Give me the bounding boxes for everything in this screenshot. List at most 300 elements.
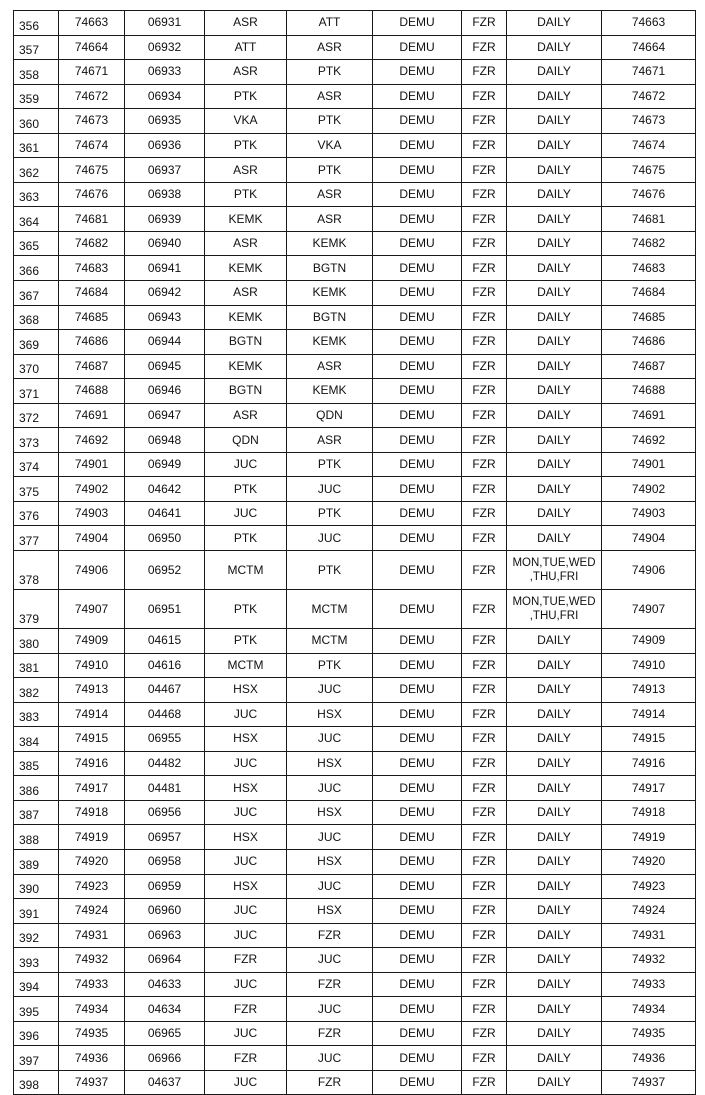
from-station-cell: JUC <box>205 1070 287 1095</box>
serial-number-cell: 364 <box>14 207 59 232</box>
new-train-number-cell: 06935 <box>125 109 205 134</box>
division-cell: FZR <box>462 526 507 551</box>
new-train-number-cell: 06938 <box>125 182 205 207</box>
from-station-cell: KEMK <box>205 256 287 281</box>
serial-number-cell: 372 <box>14 403 59 428</box>
from-station-cell: MCTM <box>205 551 287 590</box>
to-station-cell: ASR <box>287 207 373 232</box>
days-of-run-cell: DAILY <box>507 133 602 158</box>
new-train-number-cell: 06955 <box>125 727 205 752</box>
division-cell: FZR <box>462 972 507 997</box>
days-of-run-cell: DAILY <box>507 403 602 428</box>
days-of-run-cell: DAILY <box>507 231 602 256</box>
division-cell: FZR <box>462 231 507 256</box>
from-station-cell: PTK <box>205 133 287 158</box>
new-train-number-cell: 04615 <box>125 629 205 654</box>
serial-number-cell: 395 <box>14 997 59 1022</box>
new-train-number-cell: 04641 <box>125 501 205 526</box>
train-type-cell: DEMU <box>373 1021 462 1046</box>
new-train-number-cell: 04634 <box>125 997 205 1022</box>
serial-number-cell: 396 <box>14 1021 59 1046</box>
table-row <box>14 354 696 379</box>
new-train-number-cell: 06960 <box>125 899 205 924</box>
reference-number-cell: 74935 <box>602 1021 696 1046</box>
reference-number-cell: 74692 <box>602 428 696 453</box>
serial-number-cell: 384 <box>14 727 59 752</box>
train-type-cell: DEMU <box>373 629 462 654</box>
new-train-number-cell: 06952 <box>125 551 205 590</box>
train-type-cell: DEMU <box>373 874 462 899</box>
days-of-run-cell: DAILY <box>507 948 602 973</box>
new-train-number-cell: 06940 <box>125 231 205 256</box>
to-station-cell: ASR <box>287 428 373 453</box>
to-station-cell: FZR <box>287 923 373 948</box>
train-type-cell: DEMU <box>373 452 462 477</box>
to-station-cell: FZR <box>287 1021 373 1046</box>
train-number-cell: 74663 <box>59 11 125 36</box>
serial-number-cell: 387 <box>14 800 59 825</box>
to-station-cell: QDN <box>287 403 373 428</box>
train-number-cell: 74923 <box>59 874 125 899</box>
from-station-cell: PTK <box>205 629 287 654</box>
table-row <box>14 84 696 109</box>
table-row <box>14 281 696 306</box>
division-cell: FZR <box>462 653 507 678</box>
new-train-number-cell: 06966 <box>125 1046 205 1071</box>
reference-number-cell: 74915 <box>602 727 696 752</box>
table-row <box>14 109 696 134</box>
days-of-run-cell: DAILY <box>507 1046 602 1071</box>
table-row <box>14 997 696 1022</box>
reference-number-cell: 74903 <box>602 501 696 526</box>
new-train-number-cell: 06964 <box>125 948 205 973</box>
from-station-cell: BGTN <box>205 379 287 404</box>
to-station-cell: ASR <box>287 182 373 207</box>
table-row <box>14 702 696 727</box>
train-type-cell: DEMU <box>373 800 462 825</box>
train-type-cell: DEMU <box>373 158 462 183</box>
from-station-cell: FZR <box>205 1046 287 1071</box>
train-type-cell: DEMU <box>373 1070 462 1095</box>
train-number-cell: 74686 <box>59 330 125 355</box>
new-train-number-cell: 04467 <box>125 678 205 703</box>
reference-number-cell: 74683 <box>602 256 696 281</box>
division-cell: FZR <box>462 330 507 355</box>
reference-number-cell: 74904 <box>602 526 696 551</box>
new-train-number-cell: 06951 <box>125 590 205 629</box>
train-type-cell: DEMU <box>373 849 462 874</box>
division-cell: FZR <box>462 379 507 404</box>
days-of-run-cell: DAILY <box>507 526 602 551</box>
from-station-cell: HSX <box>205 776 287 801</box>
division-cell: FZR <box>462 281 507 306</box>
division-cell: FZR <box>462 1046 507 1071</box>
days-of-run-cell: DAILY <box>507 330 602 355</box>
train-type-cell: DEMU <box>373 403 462 428</box>
table-row <box>14 133 696 158</box>
division-cell: FZR <box>462 60 507 85</box>
to-station-cell: HSX <box>287 849 373 874</box>
train-number-cell: 74692 <box>59 428 125 453</box>
to-station-cell: PTK <box>287 60 373 85</box>
to-station-cell: MCTM <box>287 590 373 629</box>
new-train-number-cell: 06932 <box>125 35 205 60</box>
from-station-cell: JUC <box>205 501 287 526</box>
train-number-cell: 74681 <box>59 207 125 232</box>
division-cell: FZR <box>462 109 507 134</box>
days-of-run-cell: DAILY <box>507 354 602 379</box>
division-cell: FZR <box>462 1070 507 1095</box>
division-cell: FZR <box>462 948 507 973</box>
serial-number-cell: 369 <box>14 330 59 355</box>
train-type-cell: DEMU <box>373 501 462 526</box>
from-station-cell: JUC <box>205 923 287 948</box>
days-of-run-cell: DAILY <box>507 379 602 404</box>
reference-number-cell: 74691 <box>602 403 696 428</box>
table-row <box>14 776 696 801</box>
to-station-cell: JUC <box>287 526 373 551</box>
division-cell: FZR <box>462 551 507 590</box>
from-station-cell: HSX <box>205 874 287 899</box>
train-number-cell: 74931 <box>59 923 125 948</box>
division-cell: FZR <box>462 849 507 874</box>
table-row <box>14 825 696 850</box>
serial-number-cell: 366 <box>14 256 59 281</box>
from-station-cell: JUC <box>205 849 287 874</box>
division-cell: FZR <box>462 997 507 1022</box>
reference-number-cell: 74673 <box>602 109 696 134</box>
division-cell: FZR <box>462 452 507 477</box>
train-number-cell: 74920 <box>59 849 125 874</box>
new-train-number-cell: 06957 <box>125 825 205 850</box>
train-number-cell: 74904 <box>59 526 125 551</box>
table-row <box>14 158 696 183</box>
days-of-run-cell: DAILY <box>507 428 602 453</box>
new-train-number-cell: 06944 <box>125 330 205 355</box>
division-cell: FZR <box>462 899 507 924</box>
train-number-cell: 74902 <box>59 477 125 502</box>
new-train-number-cell: 04637 <box>125 1070 205 1095</box>
to-station-cell: BGTN <box>287 305 373 330</box>
new-train-number-cell: 06947 <box>125 403 205 428</box>
train-number-cell: 74687 <box>59 354 125 379</box>
serial-number-cell: 383 <box>14 702 59 727</box>
train-number-cell: 74913 <box>59 678 125 703</box>
division-cell: FZR <box>462 477 507 502</box>
new-train-number-cell: 04468 <box>125 702 205 727</box>
serial-number-cell: 393 <box>14 948 59 973</box>
train-type-cell: DEMU <box>373 109 462 134</box>
new-train-number-cell: 06959 <box>125 874 205 899</box>
to-station-cell: ASR <box>287 354 373 379</box>
reference-number-cell: 74682 <box>602 231 696 256</box>
serial-number-cell: 363 <box>14 182 59 207</box>
train-type-cell: DEMU <box>373 182 462 207</box>
division-cell: FZR <box>462 354 507 379</box>
train-number-cell: 74664 <box>59 35 125 60</box>
train-type-cell: DEMU <box>373 281 462 306</box>
to-station-cell: JUC <box>287 825 373 850</box>
division-cell: FZR <box>462 403 507 428</box>
from-station-cell: VKA <box>205 109 287 134</box>
new-train-number-cell: 06933 <box>125 60 205 85</box>
new-train-number-cell: 06956 <box>125 800 205 825</box>
train-type-cell: DEMU <box>373 702 462 727</box>
table-row <box>14 551 696 590</box>
train-number-cell: 74937 <box>59 1070 125 1095</box>
reference-number-cell: 74910 <box>602 653 696 678</box>
reference-number-cell: 74901 <box>602 452 696 477</box>
to-station-cell: JUC <box>287 678 373 703</box>
from-station-cell: JUC <box>205 452 287 477</box>
train-type-cell: DEMU <box>373 35 462 60</box>
reference-number-cell: 74676 <box>602 182 696 207</box>
serial-number-cell: 373 <box>14 428 59 453</box>
to-station-cell: HSX <box>287 702 373 727</box>
train-number-cell: 74674 <box>59 133 125 158</box>
days-of-run-cell: DAILY <box>507 825 602 850</box>
table-body <box>14 11 696 1095</box>
train-type-cell: DEMU <box>373 776 462 801</box>
days-of-run-cell: DAILY <box>507 997 602 1022</box>
table-row <box>14 849 696 874</box>
serial-number-cell: 367 <box>14 281 59 306</box>
to-station-cell: JUC <box>287 1046 373 1071</box>
train-type-cell: DEMU <box>373 727 462 752</box>
days-of-run-cell: DAILY <box>507 207 602 232</box>
train-number-cell: 74919 <box>59 825 125 850</box>
reference-number-cell: 74913 <box>602 678 696 703</box>
train-number-cell: 74914 <box>59 702 125 727</box>
division-cell: FZR <box>462 428 507 453</box>
table-row <box>14 305 696 330</box>
from-station-cell: ASR <box>205 231 287 256</box>
from-station-cell: FZR <box>205 997 287 1022</box>
train-type-cell: DEMU <box>373 923 462 948</box>
to-station-cell: JUC <box>287 477 373 502</box>
reference-number-cell: 74920 <box>602 849 696 874</box>
from-station-cell: ASR <box>205 60 287 85</box>
table-row <box>14 428 696 453</box>
train-number-cell: 74933 <box>59 972 125 997</box>
division-cell: FZR <box>462 590 507 629</box>
table-row <box>14 1070 696 1095</box>
serial-number-cell: 375 <box>14 477 59 502</box>
table-row <box>14 899 696 924</box>
from-station-cell: ASR <box>205 11 287 36</box>
train-number-cell: 74903 <box>59 501 125 526</box>
serial-number-cell: 386 <box>14 776 59 801</box>
reference-number-cell: 74687 <box>602 354 696 379</box>
to-station-cell: PTK <box>287 551 373 590</box>
serial-number-cell: 385 <box>14 751 59 776</box>
table-row <box>14 678 696 703</box>
train-number-cell: 74915 <box>59 727 125 752</box>
table-row <box>14 379 696 404</box>
division-cell: FZR <box>462 501 507 526</box>
train-type-cell: DEMU <box>373 207 462 232</box>
reference-number-cell: 74688 <box>602 379 696 404</box>
table-row <box>14 207 696 232</box>
to-station-cell: JUC <box>287 997 373 1022</box>
reference-number-cell: 74923 <box>602 874 696 899</box>
from-station-cell: HSX <box>205 825 287 850</box>
new-train-number-cell: 04481 <box>125 776 205 801</box>
days-of-run-cell: DAILY <box>507 702 602 727</box>
table-row <box>14 182 696 207</box>
reference-number-cell: 74674 <box>602 133 696 158</box>
serial-number-cell: 357 <box>14 35 59 60</box>
from-station-cell: KEMK <box>205 207 287 232</box>
table-row <box>14 452 696 477</box>
to-station-cell: ASR <box>287 84 373 109</box>
table-row <box>14 923 696 948</box>
train-number-cell: 74935 <box>59 1021 125 1046</box>
division-cell: FZR <box>462 256 507 281</box>
new-train-number-cell: 06963 <box>125 923 205 948</box>
division-cell: FZR <box>462 751 507 776</box>
table-row <box>14 653 696 678</box>
serial-number-cell: 398 <box>14 1070 59 1095</box>
serial-number-cell: 365 <box>14 231 59 256</box>
train-type-cell: DEMU <box>373 972 462 997</box>
new-train-number-cell: 04642 <box>125 477 205 502</box>
new-train-number-cell: 06945 <box>125 354 205 379</box>
serial-number-cell: 360 <box>14 109 59 134</box>
reference-number-cell: 74918 <box>602 800 696 825</box>
train-number-cell: 74907 <box>59 590 125 629</box>
train-type-cell: DEMU <box>373 653 462 678</box>
train-number-cell: 74676 <box>59 182 125 207</box>
from-station-cell: JUC <box>205 702 287 727</box>
days-of-run-cell: DAILY <box>507 1070 602 1095</box>
serial-number-cell: 376 <box>14 501 59 526</box>
reference-number-cell: 74906 <box>602 551 696 590</box>
reference-number-cell: 74931 <box>602 923 696 948</box>
reference-number-cell: 74919 <box>602 825 696 850</box>
new-train-number-cell: 04633 <box>125 972 205 997</box>
days-of-run-cell: DAILY <box>507 60 602 85</box>
train-number-cell: 74682 <box>59 231 125 256</box>
train-type-cell: DEMU <box>373 590 462 629</box>
serial-number-cell: 371 <box>14 379 59 404</box>
from-station-cell: JUC <box>205 972 287 997</box>
from-station-cell: PTK <box>205 477 287 502</box>
serial-number-cell: 394 <box>14 972 59 997</box>
reference-number-cell: 74681 <box>602 207 696 232</box>
train-number-cell: 74918 <box>59 800 125 825</box>
train-type-cell: DEMU <box>373 354 462 379</box>
to-station-cell: PTK <box>287 653 373 678</box>
train-type-cell: DEMU <box>373 428 462 453</box>
train-number-cell: 74924 <box>59 899 125 924</box>
reference-number-cell: 74663 <box>602 11 696 36</box>
train-number-cell: 74934 <box>59 997 125 1022</box>
days-of-run-cell: DAILY <box>507 751 602 776</box>
serial-number-cell: 388 <box>14 825 59 850</box>
to-station-cell: JUC <box>287 776 373 801</box>
division-cell: FZR <box>462 702 507 727</box>
serial-number-cell: 377 <box>14 526 59 551</box>
new-train-number-cell: 06931 <box>125 11 205 36</box>
to-station-cell: BGTN <box>287 256 373 281</box>
new-train-number-cell: 06958 <box>125 849 205 874</box>
train-type-cell: DEMU <box>373 477 462 502</box>
days-of-run-cell: DAILY <box>507 923 602 948</box>
serial-number-cell: 374 <box>14 452 59 477</box>
days-of-run-cell: DAILY <box>507 899 602 924</box>
from-station-cell: JUC <box>205 751 287 776</box>
days-of-run-cell: DAILY <box>507 452 602 477</box>
serial-number-cell: 381 <box>14 653 59 678</box>
train-type-cell: DEMU <box>373 825 462 850</box>
new-train-number-cell: 06942 <box>125 281 205 306</box>
train-number-cell: 74906 <box>59 551 125 590</box>
table-row <box>14 800 696 825</box>
days-of-run-cell: DAILY <box>507 629 602 654</box>
reference-number-cell: 74916 <box>602 751 696 776</box>
serial-number-cell: 397 <box>14 1046 59 1071</box>
train-number-cell: 74910 <box>59 653 125 678</box>
days-of-run-cell: DAILY <box>507 1021 602 1046</box>
table-row <box>14 501 696 526</box>
division-cell: FZR <box>462 727 507 752</box>
train-number-cell: 74917 <box>59 776 125 801</box>
to-station-cell: HSX <box>287 899 373 924</box>
division-cell: FZR <box>462 133 507 158</box>
reference-number-cell: 74917 <box>602 776 696 801</box>
train-type-cell: DEMU <box>373 11 462 36</box>
from-station-cell: PTK <box>205 590 287 629</box>
division-cell: FZR <box>462 629 507 654</box>
train-number-cell: 74671 <box>59 60 125 85</box>
train-type-cell: DEMU <box>373 751 462 776</box>
division-cell: FZR <box>462 158 507 183</box>
new-train-number-cell: 06943 <box>125 305 205 330</box>
new-train-number-cell: 04482 <box>125 751 205 776</box>
days-of-run-cell: DAILY <box>507 84 602 109</box>
division-cell: FZR <box>462 11 507 36</box>
new-train-number-cell: 06965 <box>125 1021 205 1046</box>
to-station-cell: FZR <box>287 1070 373 1095</box>
reference-number-cell: 74924 <box>602 899 696 924</box>
days-of-run-cell: DAILY <box>507 11 602 36</box>
table-row <box>14 1021 696 1046</box>
division-cell: FZR <box>462 207 507 232</box>
days-of-run-cell: DAILY <box>507 800 602 825</box>
new-train-number-cell: 06934 <box>125 84 205 109</box>
days-of-run-cell: DAILY <box>507 305 602 330</box>
train-number-cell: 74673 <box>59 109 125 134</box>
from-station-cell: FZR <box>205 948 287 973</box>
train-number-cell: 74684 <box>59 281 125 306</box>
to-station-cell: JUC <box>287 874 373 899</box>
from-station-cell: ASR <box>205 158 287 183</box>
new-train-number-cell: 04616 <box>125 653 205 678</box>
reference-number-cell: 74932 <box>602 948 696 973</box>
division-cell: FZR <box>462 776 507 801</box>
reference-number-cell: 74671 <box>602 60 696 85</box>
train-type-cell: DEMU <box>373 60 462 85</box>
from-station-cell: BGTN <box>205 330 287 355</box>
days-of-run-cell: DAILY <box>507 281 602 306</box>
days-of-run-cell: DAILY <box>507 256 602 281</box>
division-cell: FZR <box>462 923 507 948</box>
train-number-cell: 74675 <box>59 158 125 183</box>
new-train-number-cell: 06941 <box>125 256 205 281</box>
reference-number-cell: 74937 <box>602 1070 696 1095</box>
table-row <box>14 948 696 973</box>
